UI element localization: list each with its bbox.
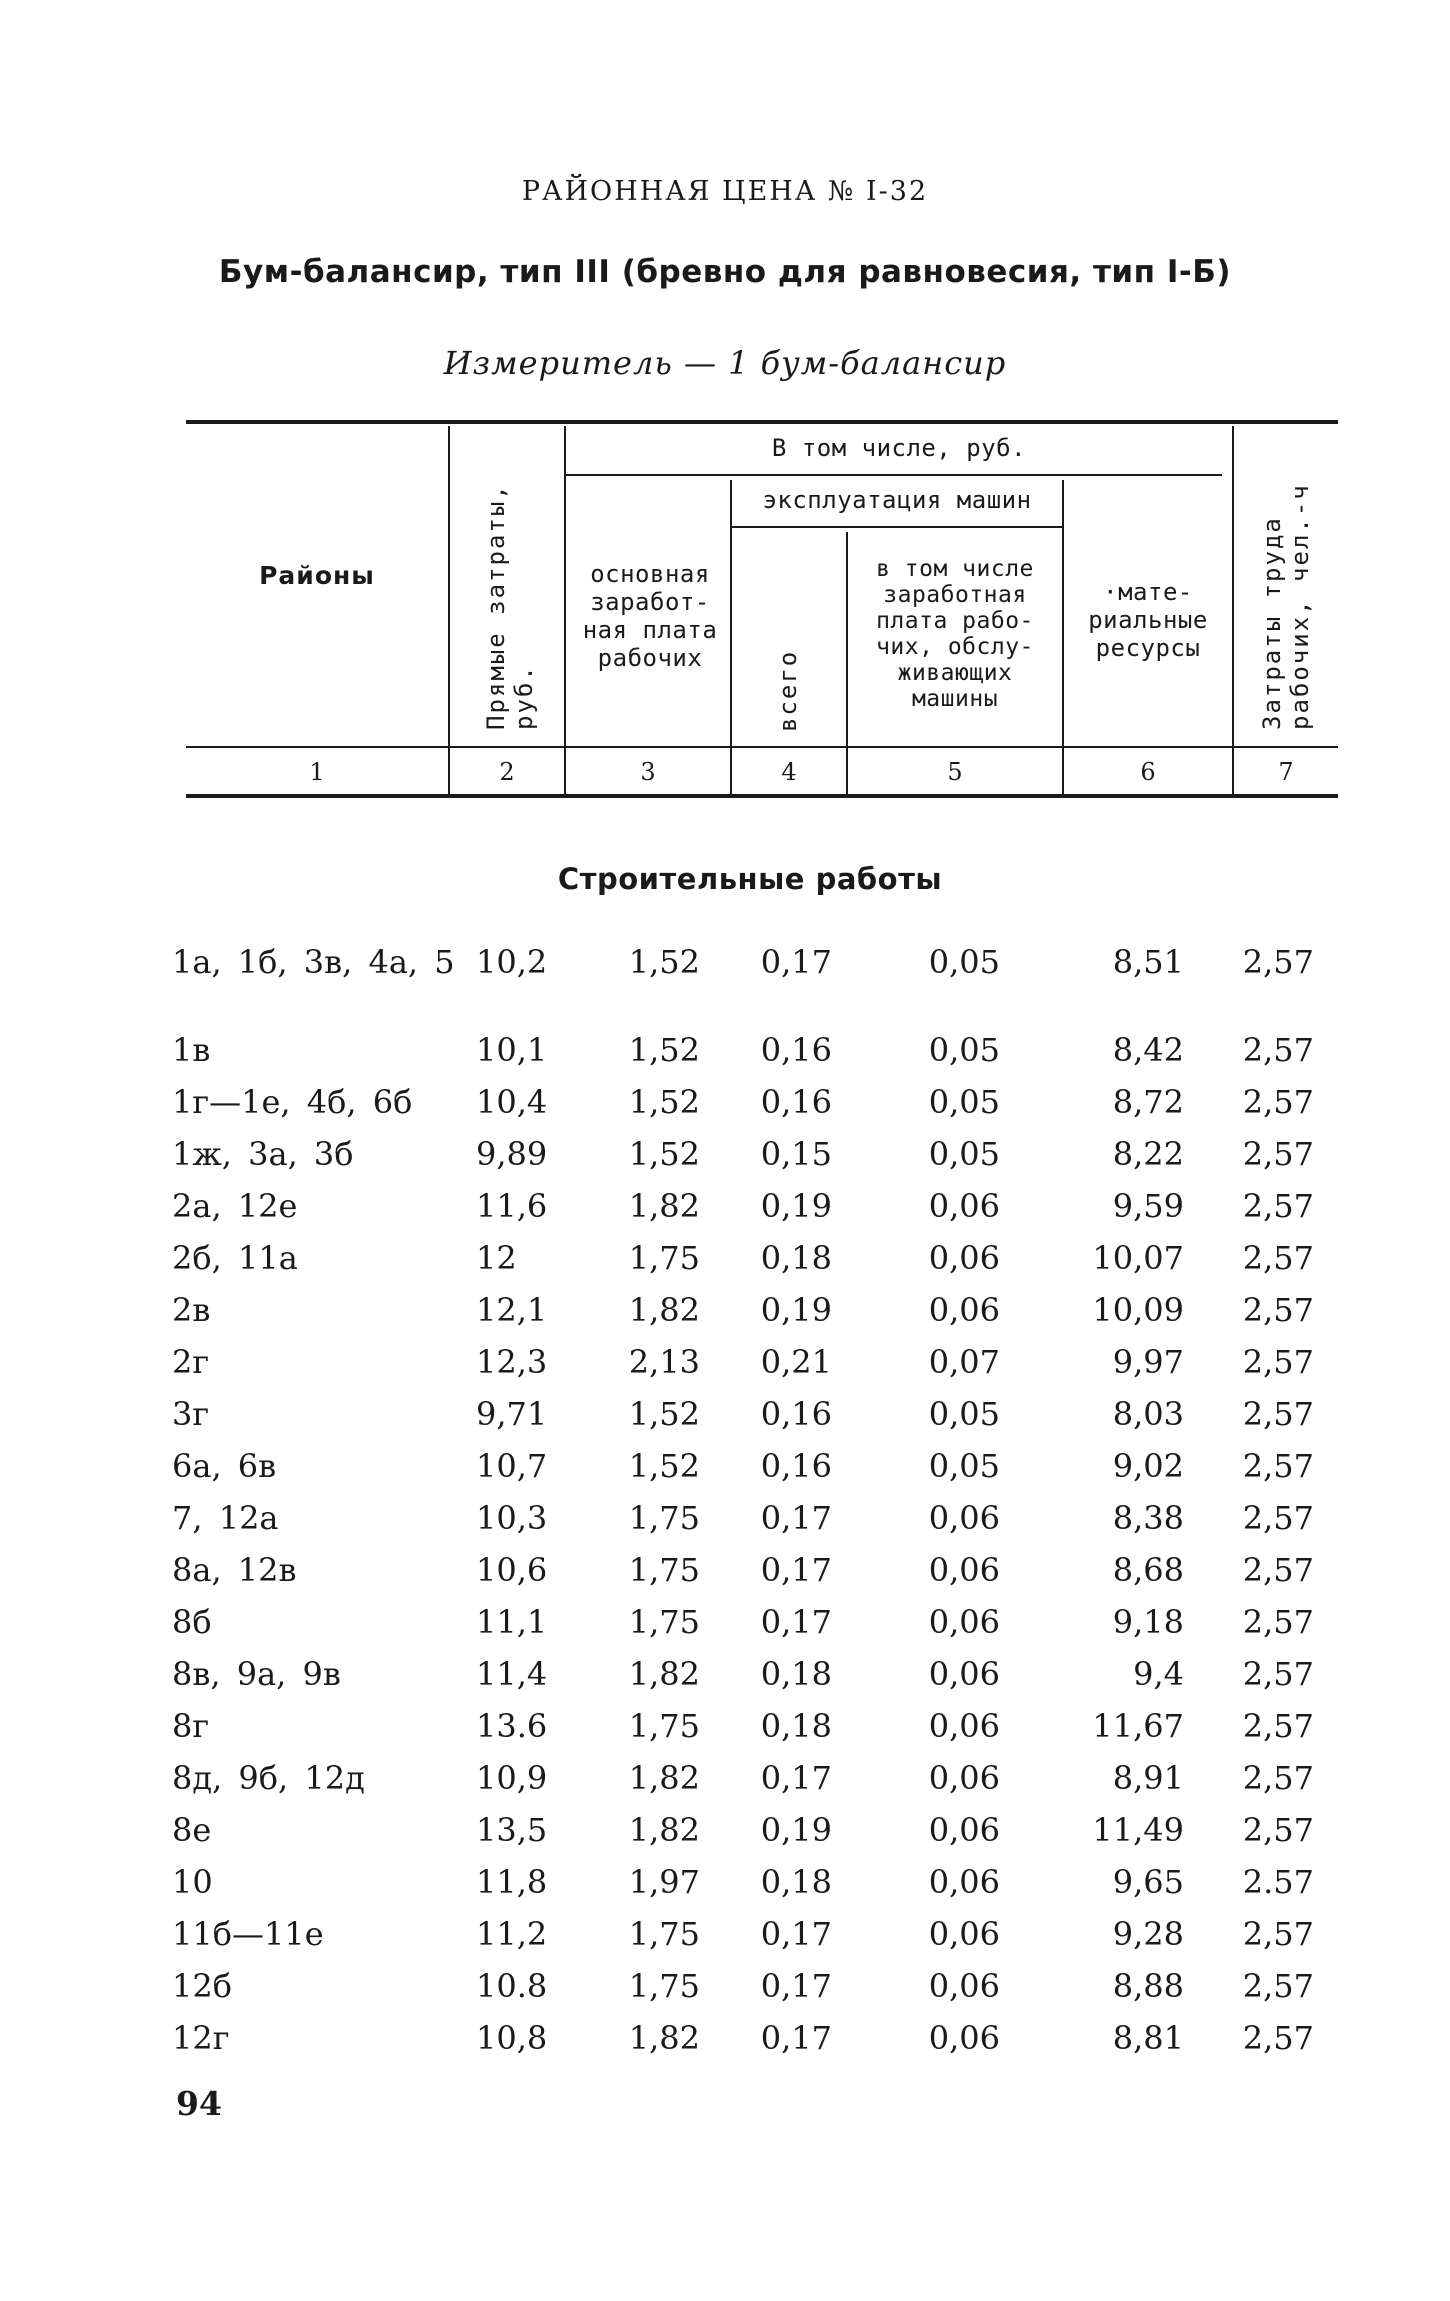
row-region: 2г xyxy=(172,1343,210,1381)
row-wages: 2,13 xyxy=(628,1343,700,1381)
row-machines-wages: 0,06 xyxy=(928,1603,1000,1641)
row-direct-costs: 10,3 xyxy=(476,1499,548,1537)
row-machines-wages: 0,05 xyxy=(928,1083,1000,1121)
row-materials: 11,67 xyxy=(1092,1707,1184,1745)
table-row xyxy=(0,1083,1450,1135)
table-row xyxy=(0,1811,1450,1863)
row-machines-wages: 0,05 xyxy=(928,1447,1000,1485)
row-labor: 2,57 xyxy=(1242,1759,1314,1797)
row-labor: 2,57 xyxy=(1242,1031,1314,1069)
row-region: 2б, 11а xyxy=(172,1239,298,1277)
row-machines-wages: 0,06 xyxy=(928,1551,1000,1589)
row-labor: 2,57 xyxy=(1242,1603,1314,1641)
row-materials: 9,28 xyxy=(1112,1915,1184,1953)
row-machines-wages: 0,06 xyxy=(928,1499,1000,1537)
row-labor: 2,57 xyxy=(1242,1915,1314,1953)
row-region: 8е xyxy=(172,1811,212,1849)
row-labor: 2,57 xyxy=(1242,1967,1314,2005)
row-labor: 2,57 xyxy=(1242,1447,1314,1485)
row-machines-total: 0,17 xyxy=(760,1603,832,1641)
row-region: 8б xyxy=(172,1603,212,1641)
row-machines-wages: 0,06 xyxy=(928,1655,1000,1693)
header-machines-total: всего xyxy=(774,649,802,732)
row-region: 12г xyxy=(172,2019,230,2057)
table-row xyxy=(0,1551,1450,1603)
row-materials: 9,59 xyxy=(1112,1187,1184,1225)
row-labor: 2,57 xyxy=(1242,1343,1314,1381)
row-wages: 1,52 xyxy=(628,1031,700,1069)
row-machines-total: 0,18 xyxy=(760,1707,832,1745)
row-machines-wages: 0,06 xyxy=(928,1915,1000,1953)
row-machines-total: 0,17 xyxy=(760,1551,832,1589)
row-machines-wages: 0,06 xyxy=(928,1811,1000,1849)
row-materials: 9,4 xyxy=(1133,1655,1184,1693)
row-labor: 2,57 xyxy=(1242,1083,1314,1121)
row-direct-costs: 9,71 xyxy=(476,1395,548,1433)
row-direct-costs: 12 xyxy=(476,1239,517,1277)
table-row xyxy=(0,2019,1450,2071)
header-labor: Затраты труда рабочих, чел.-ч xyxy=(1258,483,1314,730)
column-number: 1 xyxy=(309,758,325,786)
table-row xyxy=(0,1395,1450,1447)
row-materials: 9,18 xyxy=(1112,1603,1184,1641)
row-region: 1в xyxy=(172,1031,211,1069)
row-direct-costs: 12,1 xyxy=(476,1291,548,1329)
row-labor: 2,57 xyxy=(1242,2019,1314,2057)
row-materials: 8,51 xyxy=(1112,943,1184,981)
row-labor: 2.57 xyxy=(1242,1863,1314,1901)
header-materials: ·мате- риальные ресурсы xyxy=(1088,578,1208,662)
row-materials: 10,07 xyxy=(1092,1239,1184,1277)
table-row xyxy=(0,1967,1450,2019)
row-wages: 1,75 xyxy=(628,1499,700,1537)
table-row xyxy=(0,1707,1450,1759)
row-direct-costs: 10,6 xyxy=(476,1551,548,1589)
row-machines-total: 0,19 xyxy=(760,1291,832,1329)
row-wages: 1,82 xyxy=(628,1759,700,1797)
row-machines-wages: 0,06 xyxy=(928,1759,1000,1797)
header-machines: эксплуатация машин xyxy=(762,486,1032,514)
row-wages: 1,82 xyxy=(628,2019,700,2057)
table-row xyxy=(0,1499,1450,1551)
row-machines-total: 0,17 xyxy=(760,943,832,981)
row-materials: 11,49 xyxy=(1092,1811,1184,1849)
row-direct-costs: 10.8 xyxy=(476,1967,548,2005)
row-machines-wages: 0,06 xyxy=(928,1863,1000,1901)
table-row xyxy=(0,1135,1450,1187)
row-materials: 9,02 xyxy=(1112,1447,1184,1485)
table-row xyxy=(0,1239,1450,1291)
row-labor: 2,57 xyxy=(1242,1499,1314,1537)
row-direct-costs: 10,8 xyxy=(476,2019,548,2057)
row-machines-wages: 0,06 xyxy=(928,1239,1000,1277)
row-labor: 2,57 xyxy=(1242,1707,1314,1745)
row-materials: 8,68 xyxy=(1112,1551,1184,1589)
row-machines-total: 0,16 xyxy=(760,1395,832,1433)
table-row xyxy=(0,1447,1450,1499)
row-machines-total: 0,16 xyxy=(760,1083,832,1121)
header-including: В том числе, руб. xyxy=(771,434,1027,462)
row-materials: 8,81 xyxy=(1112,2019,1184,2057)
table-header xyxy=(186,420,1338,800)
row-materials: 8,72 xyxy=(1112,1083,1184,1121)
row-labor: 2,57 xyxy=(1242,1655,1314,1693)
row-wages: 1,52 xyxy=(628,1447,700,1485)
row-machines-total: 0,15 xyxy=(760,1135,832,1173)
row-machines-total: 0,18 xyxy=(760,1863,832,1901)
row-machines-total: 0,19 xyxy=(760,1187,832,1225)
row-wages: 1,52 xyxy=(628,1395,700,1433)
row-region: 1ж, 3а, 3б xyxy=(172,1135,354,1173)
row-direct-costs: 10,1 xyxy=(476,1031,548,1069)
row-direct-costs: 10,2 xyxy=(476,943,548,981)
table-row xyxy=(0,1187,1450,1239)
row-direct-costs: 12,3 xyxy=(476,1343,548,1381)
row-labor: 2,57 xyxy=(1242,1811,1314,1849)
column-number: 2 xyxy=(499,758,515,786)
row-wages: 1,52 xyxy=(628,1135,700,1173)
row-wages: 1,75 xyxy=(628,1551,700,1589)
row-wages: 1,82 xyxy=(628,1187,700,1225)
column-number: 4 xyxy=(781,758,797,786)
page-number: 94 xyxy=(176,2084,222,2123)
row-machines-wages: 0,06 xyxy=(928,1707,1000,1745)
row-machines-total: 0,17 xyxy=(760,1967,832,2005)
row-machines-wages: 0,05 xyxy=(928,943,1000,981)
row-machines-wages: 0,05 xyxy=(928,1031,1000,1069)
row-region: 3г xyxy=(172,1395,210,1433)
table-row xyxy=(0,1031,1450,1083)
row-labor: 2,57 xyxy=(1242,1187,1314,1225)
row-materials: 9,97 xyxy=(1112,1343,1184,1381)
row-materials: 8,42 xyxy=(1112,1031,1184,1069)
row-wages: 1,75 xyxy=(628,1967,700,2005)
row-machines-total: 0,19 xyxy=(760,1811,832,1849)
row-direct-costs: 9,89 xyxy=(476,1135,548,1173)
column-number: 3 xyxy=(640,758,656,786)
row-direct-costs: 13.6 xyxy=(476,1707,548,1745)
row-direct-costs: 11,1 xyxy=(476,1603,548,1641)
measure-unit: Измеритель — 1 бум-балансир xyxy=(443,344,1007,382)
row-direct-costs: 13,5 xyxy=(476,1811,548,1849)
row-materials: 8,88 xyxy=(1112,1967,1184,2005)
row-machines-total: 0,17 xyxy=(760,1915,832,1953)
row-machines-total: 0,18 xyxy=(760,1655,832,1693)
row-machines-wages: 0,07 xyxy=(928,1343,1000,1381)
row-machines-total: 0,16 xyxy=(760,1447,832,1485)
row-machines-wages: 0,05 xyxy=(928,1135,1000,1173)
row-materials: 8,22 xyxy=(1112,1135,1184,1173)
document-title: Бум-балансир, тип III (бревно для равновесия, тип I-Б) xyxy=(218,254,1232,290)
row-region: 6а, 6в xyxy=(172,1447,277,1485)
row-wages: 1,82 xyxy=(628,1811,700,1849)
row-region: 7, 12а xyxy=(172,1499,279,1537)
table-row xyxy=(0,1759,1450,1811)
row-machines-total: 0,16 xyxy=(760,1031,832,1069)
row-direct-costs: 11,6 xyxy=(476,1187,548,1225)
header-regions: Районы xyxy=(259,561,375,590)
row-labor: 2,57 xyxy=(1242,1395,1314,1433)
row-direct-costs: 10,7 xyxy=(476,1447,548,1485)
row-direct-costs: 10,9 xyxy=(476,1759,548,1797)
row-materials: 10,09 xyxy=(1092,1291,1184,1329)
row-wages: 1,82 xyxy=(628,1291,700,1329)
section-title: Строительные работы xyxy=(557,862,943,896)
column-number: 7 xyxy=(1278,758,1294,786)
row-region: 8а, 12в xyxy=(172,1551,297,1589)
table-row xyxy=(0,1343,1450,1395)
row-region: 1а, 1б, 3в, 4а, 5 xyxy=(172,943,455,981)
row-direct-costs: 11,8 xyxy=(476,1863,548,1901)
table-row xyxy=(0,1291,1450,1343)
table-row xyxy=(0,1603,1450,1655)
row-machines-wages: 0,06 xyxy=(928,1291,1000,1329)
row-wages: 1,52 xyxy=(628,1083,700,1121)
row-materials: 8,03 xyxy=(1112,1395,1184,1433)
row-region: 8д, 9б, 12д xyxy=(172,1759,365,1797)
row-labor: 2,57 xyxy=(1242,1239,1314,1277)
row-machines-wages: 0,06 xyxy=(928,1187,1000,1225)
column-number: 5 xyxy=(947,758,963,786)
row-labor: 2,57 xyxy=(1242,1551,1314,1589)
row-direct-costs: 10,4 xyxy=(476,1083,548,1121)
row-wages: 1,75 xyxy=(628,1915,700,1953)
row-region: 8в, 9а, 9в xyxy=(172,1655,341,1693)
table-row xyxy=(0,1655,1450,1707)
row-machines-total: 0,21 xyxy=(760,1343,832,1381)
row-region: 12б xyxy=(172,1967,232,2005)
column-number: 6 xyxy=(1140,758,1156,786)
row-machines-total: 0,17 xyxy=(760,2019,832,2057)
row-materials: 8,91 xyxy=(1112,1759,1184,1797)
row-wages: 1,75 xyxy=(628,1239,700,1277)
row-labor: 2,57 xyxy=(1242,1135,1314,1173)
row-machines-total: 0,18 xyxy=(760,1239,832,1277)
row-machines-wages: 0,06 xyxy=(928,2019,1000,2057)
row-region: 10 xyxy=(172,1863,213,1901)
row-region: 8г xyxy=(172,1707,210,1745)
table-row xyxy=(0,1915,1450,1967)
row-machines-total: 0,17 xyxy=(760,1499,832,1537)
price-title: РАЙОННАЯ ЦЕНА № I-32 xyxy=(521,176,929,207)
row-direct-costs: 11,2 xyxy=(476,1915,548,1953)
row-wages: 1,75 xyxy=(628,1707,700,1745)
header-wages: основная заработ- ная плата рабочих xyxy=(582,560,718,672)
row-region: 11б—11е xyxy=(172,1915,324,1953)
row-wages: 1,75 xyxy=(628,1603,700,1641)
row-machines-wages: 0,05 xyxy=(928,1395,1000,1433)
row-wages: 1,52 xyxy=(628,943,700,981)
row-wages: 1,82 xyxy=(628,1655,700,1693)
row-region: 1г—1е, 4б, 6б xyxy=(172,1083,413,1121)
row-machines-wages: 0,06 xyxy=(928,1967,1000,2005)
table-row xyxy=(0,1863,1450,1915)
row-region: 2в xyxy=(172,1291,211,1329)
header-machines-wages: в том числе заработная плата рабо- чих, обслу- живающих машины xyxy=(876,556,1034,712)
table-row xyxy=(0,943,1450,995)
row-machines-total: 0,17 xyxy=(760,1759,832,1797)
header-direct-costs: Прямые затраты, руб. xyxy=(482,483,538,730)
row-materials: 9,65 xyxy=(1112,1863,1184,1901)
row-labor: 2,57 xyxy=(1242,1291,1314,1329)
row-wages: 1,97 xyxy=(628,1863,700,1901)
row-labor: 2,57 xyxy=(1242,943,1314,981)
row-direct-costs: 11,4 xyxy=(476,1655,548,1693)
row-region: 2а, 12е xyxy=(172,1187,298,1225)
row-materials: 8,38 xyxy=(1112,1499,1184,1537)
